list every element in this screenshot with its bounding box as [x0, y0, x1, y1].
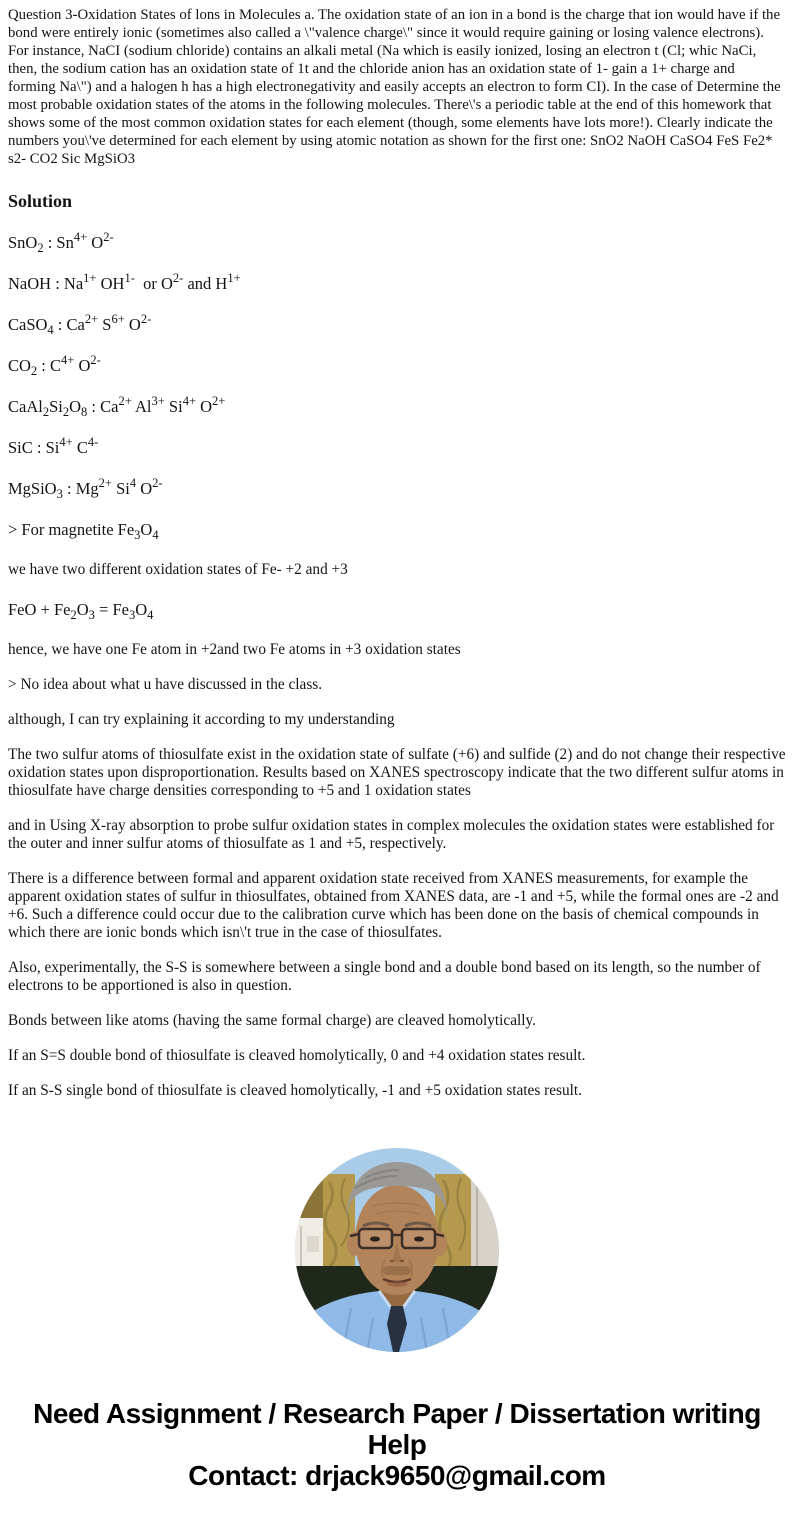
formula-co2: $CO_2$ : $C^{4+}$ $O^{2-}$ [8, 353, 101, 378]
note-thiosulfate-xanes: The two sulfur atoms of thiosulfate exist in the oxidation state of sulfate (+6) and sulfide (2) and do not change their respective oxidation states upon disproportionation. Results based on XANES spectroscopy indicate that the two different sulfur atoms in thiosulfate have charge densities corresponding to +5 and 1 oxidation states [8, 746, 786, 799]
avatar-illustration [295, 1148, 499, 1352]
formula-feo-fe2o3: FeO + $Fe_2O_3 = Fe_3O_4$ [8, 600, 154, 622]
note-ss-bond-length: Also, experimentally, the S-S is somewhere between a single bond and a double bond based on its length, so the number of electrons to be apportioned is also in question. [8, 959, 761, 994]
formula-sic: SiC : $Si^{4+}$ $C^{4-}$ [8, 435, 99, 457]
note-xray-absorption: and in Using X-ray absorption to probe sulfur oxidation states in complex molecules the oxidation states were established for the outer and inner sulfur atoms of thiosulfate as 1 and +5, respectively. [8, 817, 775, 852]
avatar-right-edge [471, 1174, 499, 1276]
question-text: Question 3-Oxidation States of lons in Molecules a. The oxidation state of an ion in a bond is the charge that ion would have if the bond were entirely ionic (sometimes also called a \"valence charge\" since it would require gaining or losing valence electrons). For instance, NaCI (sodium chloride) contains an alkali metal (Na which is easily ionized, losing an electron t (Cl; whic NaCi, then, the sodium cation has an oxidation state of 1t and the chloride anion has an oxidation state of 1- gain a 1+ charge and forming Na\") and a halogen h has a high electronegativity and easily accepts an electron to form CI). In the case of Determine the most probable oxidation states of the atoms in the following molecules. There\'s a periodic table at the end of this homework that shows some of the most common oxidation states for each element (though, some elements have lots more!). Clearly indicate the numbers you\'ve determined for each element by using atomic notation as shown for the first one: SnO2 NaOH CaSO4 FeS Fe2* s2- CO2 Sic MgSiO3 [8, 7, 781, 167]
note-magnetite: > For magnetite $Fe_3O_4$ [8, 520, 159, 542]
formula-naoh: NaOH : $Na^{1+}$ $OH^{1-}$ or $O^{2-}$ and $H^{1+}$ [8, 271, 241, 293]
solution-heading: Solution [8, 191, 73, 211]
note-no-idea: > No idea about what u have discussed in the class. [8, 676, 323, 693]
footer-heading: Need Assignment / Research Paper / Dissertation writing Help [33, 1398, 761, 1460]
note-two-oxidation-states: we have two different oxidation states of Fe- +2 and +3 [8, 561, 348, 578]
note-hence: hence, we have one Fe atom in +2and two Fe atoms in +3 oxidation states [8, 641, 461, 658]
note-formal-vs-apparent: There is a difference between formal and apparent oxidation state received from XANES measurements, for example the apparent oxidation states of sulfur in thiosulfates, obtained from XANES data, are -1 and +5, while the formal ones are -2 and +6. Such a difference could occur due to the calibration curve which has been done on the basis of chemical compounds in which there are ionic bonds which isn\'t true in the case of thiosulfates. [8, 870, 779, 941]
formula-mgsio3: MgSiO$_3$ : $Mg^{2+}$ Si$^4$ $O^{2-}$ [8, 476, 163, 501]
footer [8, 1398, 786, 1491]
note-double-bond-result: If an S=S double bond of thiosulfate is cleaved homolytically, 0 and +4 oxidation states result. [8, 1047, 586, 1064]
avatar-pillar-left [323, 1174, 355, 1276]
avatar-left-edge [295, 1174, 325, 1222]
avatar [8, 1148, 786, 1352]
formula-sno2: SnO$_2$ : $Sn^{4+}$ $O^{2-}$ [8, 230, 114, 255]
avatar-photo [295, 1148, 499, 1352]
note-homolytic-cleavage: Bonds between like atoms (having the same formal charge) are cleaved homolytically. [8, 1012, 536, 1029]
formula-caal2si2o8: $CaAl_2Si_2O_8$ : $Ca^{2+}$ $Al^{3+}$ $Si^{4+}$ $O^{2+}$ [8, 394, 226, 419]
note-single-bond-result: If an S-S single bond of thiosulfate is cleaved homolytically, -1 and +5 oxidation states result. [8, 1082, 582, 1099]
footer-contact: Contact: drjack9650@gmail.com [188, 1460, 606, 1491]
note-although: although, I can try explaining it according to my understanding [8, 711, 395, 728]
formula-caso4: CaSO$_4$ : $Ca^{2+}$ $S^{6+}$ $O^{2-}$ [8, 312, 152, 337]
